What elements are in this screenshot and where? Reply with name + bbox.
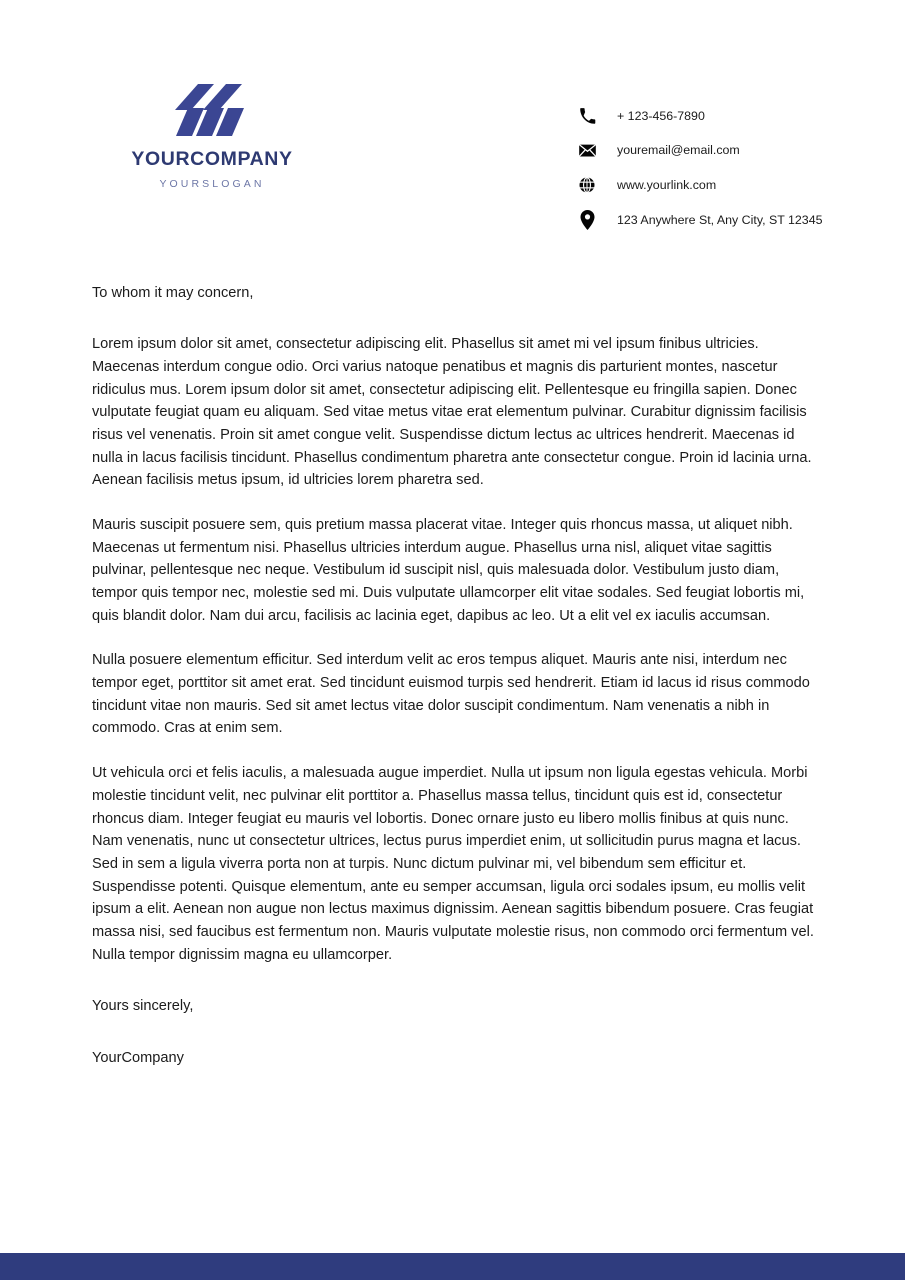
letterhead-header — [0, 0, 905, 250]
footer-accent-bar — [0, 1253, 905, 1280]
company-slogan: YOURSLOGAN — [159, 177, 265, 190]
contact-row-email — [576, 134, 896, 169]
contact-row-phone — [576, 99, 896, 134]
contact-info-list — [576, 99, 896, 237]
letter-paragraph-3: Nulla posuere elementum efficitur. Sed interdum velit ac eros tempus aliquet. Mauris ante nisi, interdum nec tempor eget, porttitor sit amet erat. Sed tincidunt euismod turpis sed hendrerit. Etiam id lacus id risus commodo tincidunt vitae non mauris. Sed sit amet lectus vitae dolor suscipit condimentum. Nam venenatis a nibh in commodo. Cras at enim sem. — [92, 652, 810, 737]
contact-phone-value: + 123-456-7890 — [617, 108, 705, 123]
contact-website-value: www.yourlink.com — [617, 178, 717, 193]
letter-paragraph-2: Mauris suscipit posuere sem, quis pretium massa placerat vitae. Integer quis rhoncus massa, ut aliquet nibh. Maecenas ut fermentum nisi. Phasellus ultricies interdum augue. Phasellus urna nisl, aliquet vitae sagittis pulvinar, pellentesque nec neque. Vestibulum id suscipit nisl, quis malesuada dolor. Vestibulum justo diam, tempor quis tempor nec, molestie sed mi. Duis vulputate ullamcorper elit vitae sodales. Sed feugiat lobortis mi, quis blandit dolor. Nam dui arcu, facilisis ac lacinia eget, dapibus ac leo. Ut a elit vel ex iaculis accumsan. — [92, 516, 805, 624]
contact-email-value: youremail@email.com — [617, 143, 740, 158]
letter-closing: Yours sincerely, — [92, 998, 194, 1015]
letter-salutation: To whom it may concern, — [92, 285, 254, 301]
letter-paragraph-4: Ut vehicula orci et felis iaculis, a malesuada augue imperdiet. Nulla ut ipsum non ligula egestas vehicula. Morbi molestie tincidunt velit, nec pulvinar elit porttitor a. Phasellus massa tellus, tincidunt quis est id, consectetur rhoncus diam. Integer feugiat eu mauris vel lobortis. Donec ornare justo eu libero mollis finibus at quis nunc. Nam venenatis, nunc ut consectetur ultrices, lectus purus imperdiet enim, ut sollicitudin purus magna et lacus. Sed in sem a ligula viverra porta non at turpis. Nunc dictum pulvinar mi, vel bibendum sem efficitur et. Suspendisse potenti. Quisque elementum, ante eu semper accumsan, ligula orci sodales ipsum, eu mollis velit ipsum a elit. Aenean non augue non lectus maximus dignissim. Aenean sagittis bibendum posuere. Cras feugiat massa nisi, sed faucibus est fermentum non. Mauris vulputate molestie risus, non commodo orci fermentum vel. Nulla tempor dignissim magna eu ullamcorper. — [92, 765, 814, 963]
globe-icon — [576, 174, 598, 196]
company-name: YOURCOMPANY — [131, 148, 293, 170]
envelope-icon — [576, 140, 598, 162]
letter-signature: YourCompany — [92, 1049, 184, 1066]
location-pin-icon — [576, 209, 598, 231]
company-logo-block — [92, 84, 332, 189]
company-logo-icon — [164, 84, 260, 136]
phone-icon — [576, 105, 598, 127]
contact-row-website — [576, 168, 896, 203]
contact-row-address — [576, 203, 896, 238]
letter-body — [92, 282, 814, 1069]
letter-paragraph-1: Lorem ipsum dolor sit amet, consectetur adipiscing elit. Phasellus sit amet mi vel ipsum finibus ultricies. Maecenas interdum congue odio. Orci varius natoque penatibus et magnis dis parturient montes, nascetur ridiculus mus. Lorem ipsum dolor sit amet, consectetur adipiscing elit. Pellentesque eu fringilla sapien. Donec vulputate feugiat quam eu aliquam. Sed vitae metus vitae erat elementum pulvinar. Curabitur dignissim facilisis risus vel venenatis. Proin sit amet congue velit. Suspendisse dictum lectus ac ultrices hendrerit. Maecenas id nulla in lacus facilisis tincidunt. Phasellus condimentum pharetra ante consectetur congue. Proin id lacinia urna. Aenean facilisis metus ipsum, id ultricies lorem pharetra sed. — [92, 336, 812, 489]
contact-address-value: 123 Anywhere St, Any City, ST 12345 — [617, 212, 823, 227]
